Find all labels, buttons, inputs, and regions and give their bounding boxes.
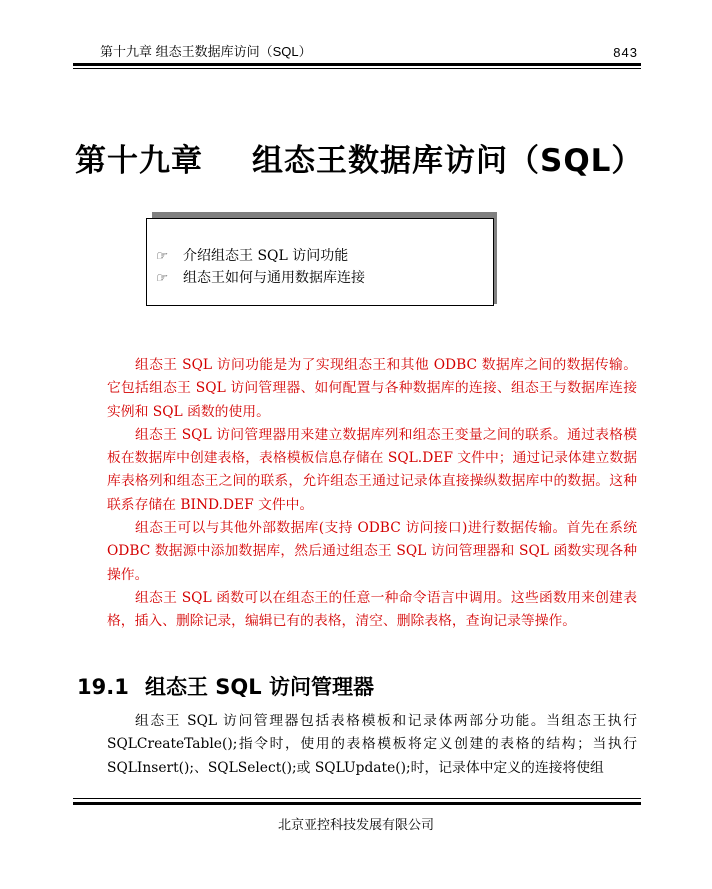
pointing-hand-icon: ☞ [155, 271, 167, 286]
running-header [100, 41, 638, 60]
section-paragraph: 组态王 SQL 访问管理器包括表格模板和记录体两部分功能。当组态王执行 SQLCreateTable();指令时，使用的表格模板将定义创建的表格的结构；当执行 SQLInsert();、SQLSelect();或 SQLUpdate();时，记录体中定义的连接将使组 [107, 713, 637, 776]
section-body [107, 710, 637, 780]
summary-item-text: 组态王如何与通用数据库连接 [183, 270, 365, 286]
summary-item-text: 介绍组态王 SQL 访问功能 [183, 248, 349, 264]
chapter-name: 组态王数据库访问（SQL） [252, 143, 644, 179]
pointing-hand-icon: ☞ [155, 249, 167, 264]
chapter-number: 第十九章 [75, 143, 203, 179]
footer-company: 北京亚控科技发展有限公司 [277, 817, 434, 832]
running-title: 第十九章 组态王数据库访问（SQL） [100, 44, 312, 59]
header-rule-thick [73, 63, 641, 66]
summary-item [155, 245, 365, 267]
chapter-summary-box [146, 218, 494, 306]
footer-rule-thick [73, 802, 641, 805]
section-heading [77, 671, 374, 701]
footer-rule-thin [73, 798, 641, 799]
summary-item [155, 267, 365, 289]
section-title: 组态王 SQL 访问管理器 [145, 675, 374, 699]
section-number: 19.1 [77, 675, 129, 699]
intro-paragraph: 组态王 SQL 函数可以在组态王的任意一种命令语言中调用。这些函数用来创建表格，插入、删除记录，编辑已有的表格，清空、删除表格，查询记录等操作。 [107, 589, 637, 630]
intro-paragraph: 组态王 SQL 访问功能是为了实现组态王和其他 ODBC 数据库之间的数据传输。它包括组态王 SQL 访问管理器、如何配置与各种数据库的连接、组态王与数据库连接实例和 SQL 函数的使用。 [107, 357, 637, 420]
intro-text [107, 354, 637, 634]
intro-paragraph: 组态王 SQL 访问管理器用来建立数据库列和组态王变量之间的联系。通过表格模板在数据库中创建表格，表格模板信息存储在 SQL.DEF 文件中；通过记录体建立数据库表格列和组态王之间的联系，允许组态王通过记录体直接操纵数据库中的数据。这种联系存储在 BIND.DEF 文件中。 [107, 426, 637, 513]
chapter-title [75, 135, 643, 180]
page-number: 843 [613, 45, 638, 60]
header-rule-thin [73, 68, 641, 69]
intro-paragraph: 组态王可以与其他外部数据库(支持 ODBC 访问接口)进行数据传输。首先在系统 ODBC 数据源中添加数据库，然后通过组态王 SQL 访问管理器和 SQL 函数实现各种操作。 [107, 520, 637, 583]
